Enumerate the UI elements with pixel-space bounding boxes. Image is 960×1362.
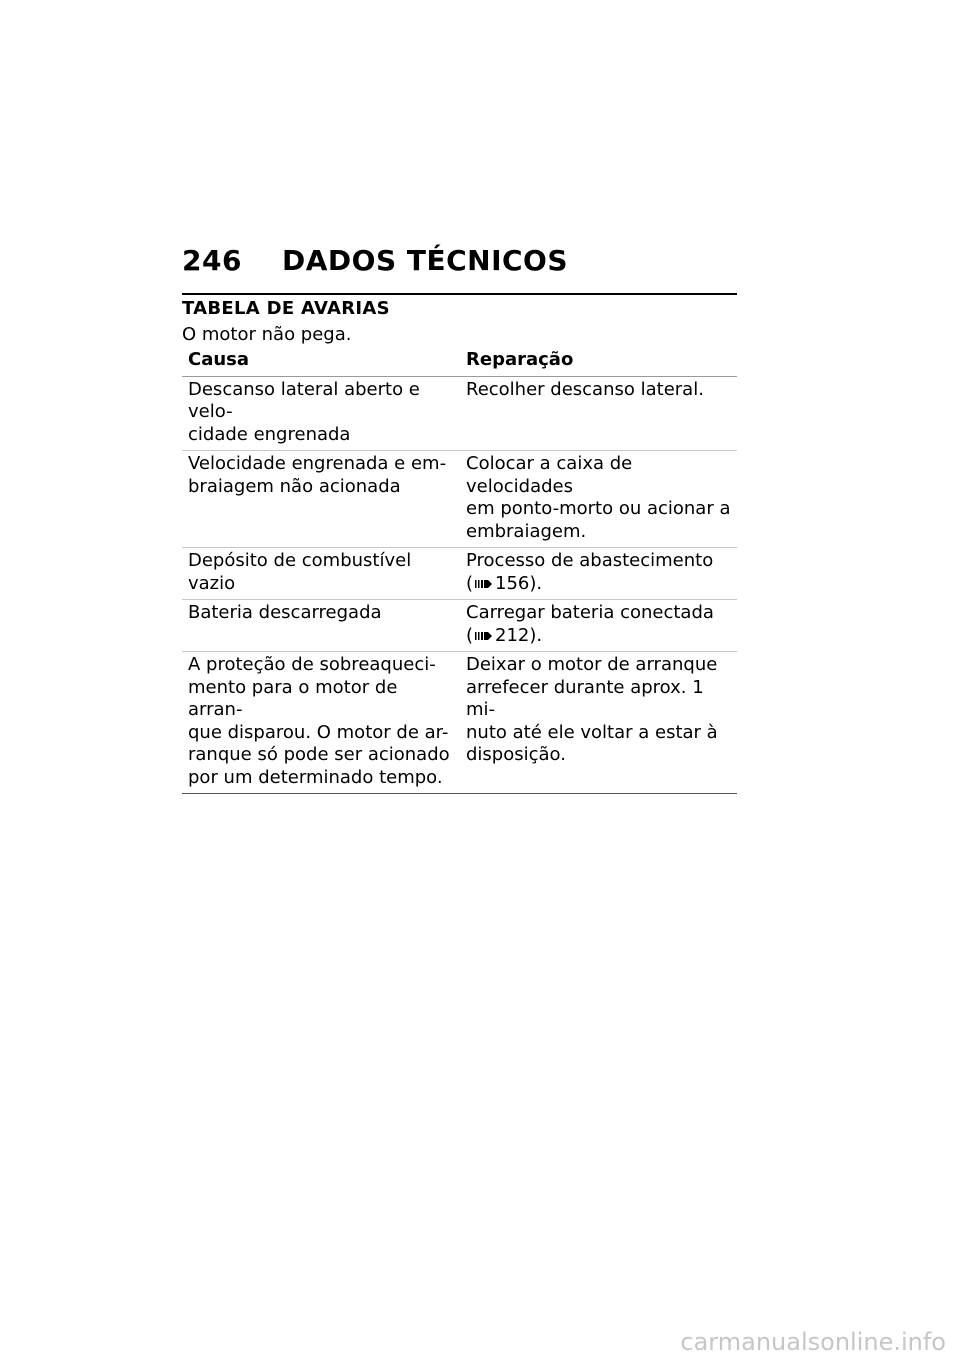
remedy-cell: Recolher descanso lateral. [460,376,737,451]
table-row [182,548,737,600]
cause-cell: A proteção de sobreaqueci- mento para o motor de arran- que disparou. O motor de ar- ranque só pode ser acionado por um determinado tempo. [182,652,460,794]
remedy-cell [460,600,737,652]
cause-cell: Depósito de combustível vazio [182,548,460,600]
page-reference-arrow-icon [475,630,493,642]
page-reference[interactable] [466,625,542,646]
ref-close: ). [529,624,543,646]
table-header-row [182,348,737,376]
chapter-title: DADOS TÉCNICOS [282,244,569,277]
cause-cell: Bateria descarregada [182,600,460,652]
remedy-cell: Deixar o motor de arranque arrefecer durante aprox. 1 mi- nuto até ele voltar a estar à disposição. [460,652,737,794]
ref-page-number: 156 [495,572,530,594]
section-title: TABELA DE AVARIAS [182,298,390,319]
remedy-cell: Colocar a caixa de velocidades em ponto-morto ou acionar a embraiagem. [460,451,737,548]
ref-close: ). [529,572,543,594]
remedy-text: Carregar bateria conectada [466,602,714,623]
table-row [182,600,737,652]
page-number: 246 [182,244,242,277]
remedy-text: Processo de abastecimento [466,550,714,571]
cause-cell: Velocidade engrenada e em- braiagem não acionada [182,451,460,548]
ref-page-number: 212 [495,624,530,646]
intro-text: O motor não pega. [182,324,352,345]
fault-table [182,348,737,794]
column-header-remedy: Reparação [460,348,737,376]
section-divider [182,293,737,295]
table-row [182,376,737,451]
page-reference-arrow-icon [475,578,493,590]
page-reference[interactable] [466,573,542,594]
cause-cell: Descanso lateral aberto e velo- cidade engrenada [182,376,460,451]
table-row [182,451,737,548]
watermark: carmanualsonline.info [680,1328,946,1356]
page-header [182,244,568,277]
ref-open: ( [466,572,474,594]
table-row [182,652,737,794]
remedy-cell [460,548,737,600]
ref-open: ( [466,624,474,646]
column-header-cause: Causa [182,348,460,376]
